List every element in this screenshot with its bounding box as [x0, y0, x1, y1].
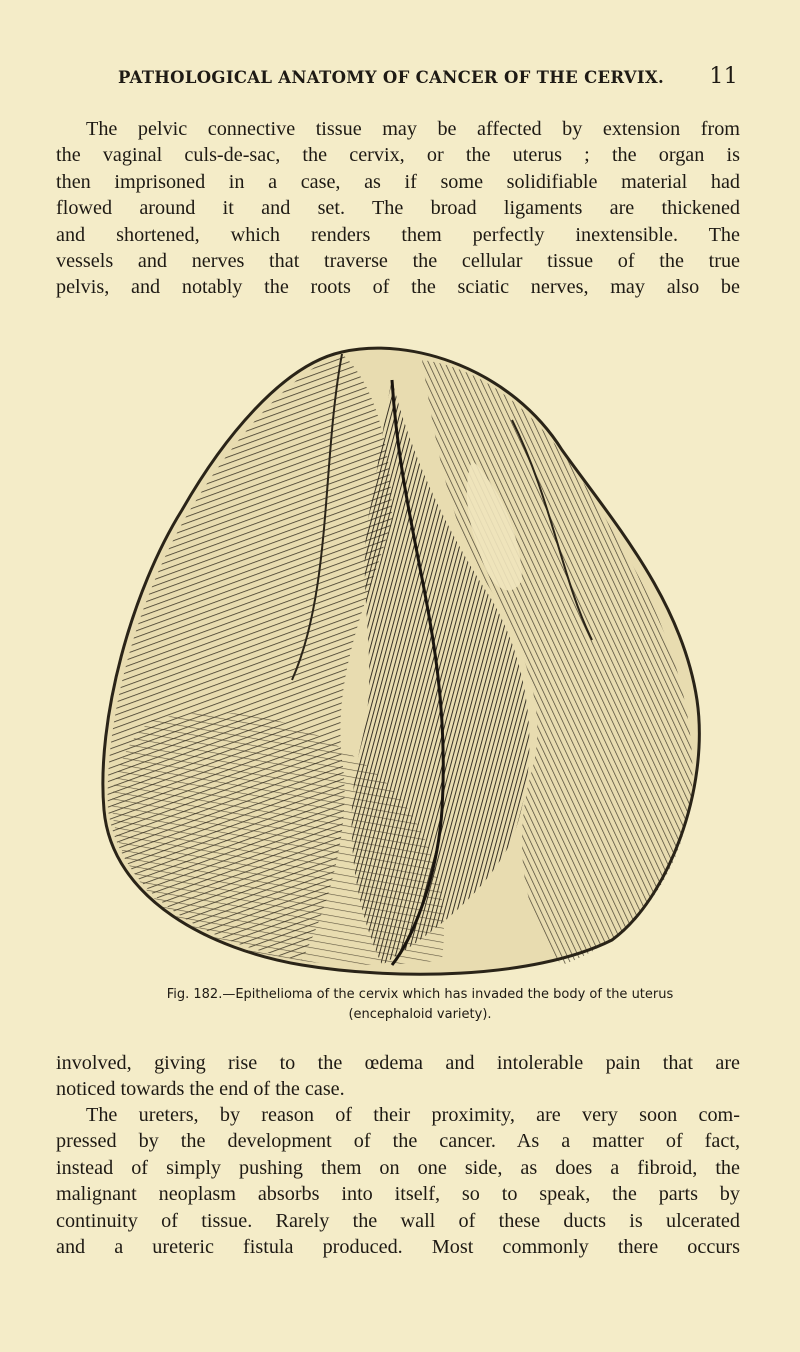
- paragraph-pelvic-connective-tissue: [56, 116, 740, 301]
- text-line: and shortened, which renders them perfectly inextensible. The: [56, 223, 740, 246]
- text-line: flowed around it and set. The broad ligaments are thickened: [56, 197, 740, 220]
- text-line: the vaginal culs-de-sac, the cervix, or the uterus ; the organ is: [56, 144, 740, 167]
- text-line: instead of simply pushing them on one side, as does a fibroid, the: [56, 1156, 740, 1179]
- figure-caption: [90, 985, 750, 1025]
- page-number: 11: [709, 64, 738, 89]
- text-line: pressed by the development of the cancer. As a matter of fact,: [56, 1130, 740, 1153]
- text-line: malignant neoplasm absorbs into itself, so to speak, the parts by: [56, 1183, 740, 1206]
- text-line: The ureters, by reason of their proximity, are very soon com-: [86, 1104, 740, 1126]
- caption-line: Fig. 182.—Epithelioma of the cervix which has invaded the body of the uterus: [166, 987, 674, 1002]
- text-line: involved, giving rise to the œdema and intolerable pain that are: [56, 1052, 740, 1074]
- text-line: and a ureteric fistula produced. Most commonly there occurs: [56, 1235, 740, 1258]
- text-line: pelvis, and notably the roots of the sciatic nerves, may also be: [56, 276, 740, 299]
- running-title: PATHOLOGICAL ANATOMY OF CANCER OF THE CERVIX.: [118, 68, 665, 87]
- text-line: vessels and nerves that traverse the cellular tissue of the true: [56, 249, 740, 272]
- caption-line: (encephaloid variety).: [348, 1007, 492, 1022]
- paragraph-oedema: [56, 1050, 740, 1103]
- text-line: noticed towards the end of the case.: [56, 1078, 345, 1101]
- figure-182-illustration: [92, 340, 712, 980]
- text-line: continuity of tissue. Rarely the wall of these ducts is ulcerated: [56, 1209, 740, 1232]
- running-header: [118, 66, 738, 96]
- text-line: then imprisoned in a case, as if some solidifiable material had: [56, 170, 740, 193]
- paragraph-ureters: [56, 1102, 740, 1260]
- text-line: The pelvic connective tissue may be affected by extension from: [86, 118, 740, 140]
